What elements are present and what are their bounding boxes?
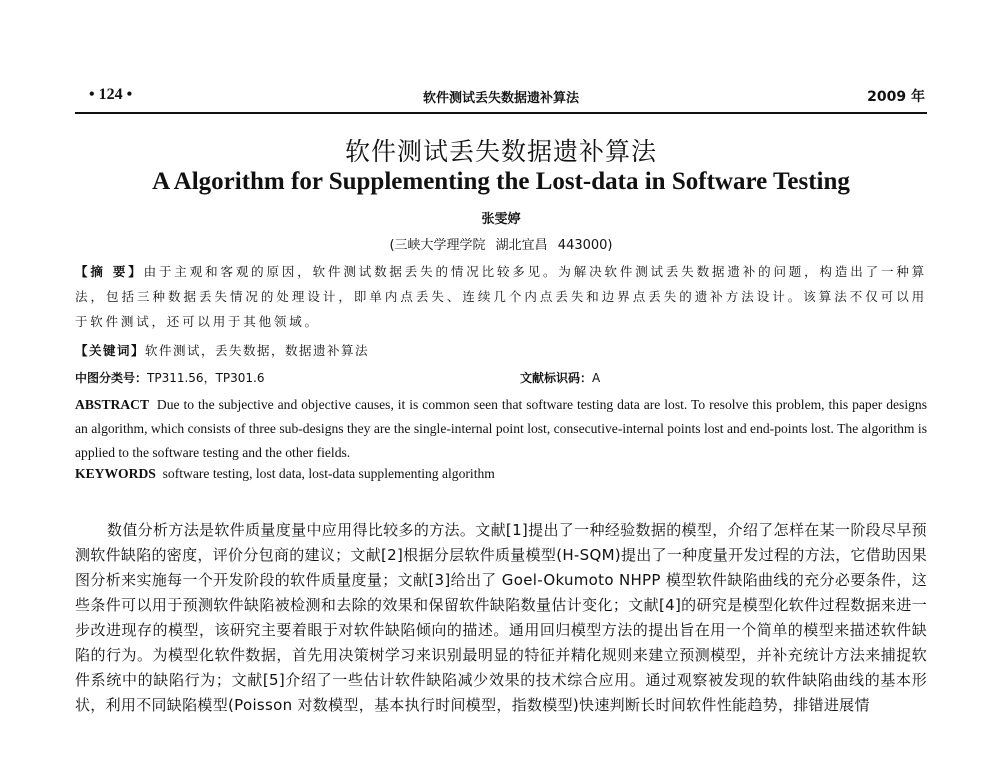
running-title: 软件测试丢失数据遗补算法 — [422, 91, 579, 106]
body-paragraph: 数值分析方法是软件质量度量中应用得比较多的方法。文献[1]提出了一种经验数据的模型，介绍了怎样在某一阶段尽早预测软件缺陷的密度，评价分包商的建议；文献[2]根据分层软件质量模型(H-SQM)提出了一种度量开发过程的方法，它借助因果图分析来实施每一个开发阶段的软件质量度量；文献[3]给出了 Goel-Okumoto NHPP 模型软件缺陷曲线的充分必要条件，这些条件可以用于预测软件缺陷被检测和去除的效果和保留软件缺陷数量估计变化；文献[4]的研究是模型化软件过程数据来进一步改进现存的模型，该研究主要着眼于对软件缺陷倾向的描述。通用回归模型方法的提出旨在用一个简单的模型来描述软件缺陷的行为。为模型化软件数据，首先用决策树学习来识别最明显的特征并精化规则来建立预测模型，并补充统计方法来捕捉软件系统中的缺陷行为；文献[5]介绍了一些估计软件缺陷减少效果的技术综合应用。通过观察被发现的软件缺陷曲线的基本形状，利用不同缺陷模型(Poisson 对数模型，基本执行时间模型，指数模型)快速判断长时间软件性能趋势，排错进展情 — [75, 521, 927, 714]
keywords-english — [75, 466, 927, 482]
classification-row — [75, 369, 927, 389]
abstract-english — [75, 393, 927, 465]
keywords-chinese-text: 软件测试，丢失数据，数据遗补算法 — [145, 343, 370, 358]
author-affiliation: (三峡大学理学院 湖北宜昌 443000) — [389, 238, 613, 253]
paper-title-english: A Algorithm for Supplementing the Lost-data in Software Testing — [152, 168, 850, 195]
abstract-chinese-label: 【摘 要】 — [75, 264, 144, 279]
document-code — [520, 369, 600, 386]
abstract-chinese-text: 由于主观和客观的原因，软件测试数据丢失的情况比较多见。为解决软件测试丢失数据遗补的问题，构造出了一种算法，包括三种数据丢失情况的处理设计，即单内点丢失、连续几个内点丢失和边界点丢失的遗补方法设计。该算法不仅可以用于软件测试，还可以用于其他领域。 — [75, 264, 927, 329]
abstract-english-label: ABSTRACT — [75, 397, 150, 412]
keywords-english-label: KEYWORDS — [75, 466, 156, 481]
clc-label: 中图分类号： — [75, 371, 148, 385]
paper-title-chinese: 软件测试丢失数据遗补算法 — [344, 137, 657, 166]
page-number: • 124 • — [89, 86, 133, 103]
clc-number — [75, 369, 265, 386]
keywords-english-text: software testing, lost data, lost-data supplementing algorithm — [162, 466, 495, 481]
clc-value: TP311.56，TP301.6 — [147, 371, 265, 385]
running-header — [75, 82, 927, 112]
doc-code-value: A — [592, 371, 601, 385]
author-name: 张雯婷 — [481, 212, 521, 227]
publication-year: 2009 年 — [867, 89, 925, 105]
abstract-chinese — [75, 259, 927, 334]
keywords-chinese — [75, 341, 927, 359]
abstract-english-text: Due to the subjective and objective causes, it is common seen that software testing data are lost. To resolve this problem, this paper designs an algorithm, which consists of three sub-designs they are the single-internal point lost, consecutive-internal points lost and end-points lost. The algorithm is applied to the software testing and the other fields. — [75, 397, 928, 460]
doc-code-label: 文献标识码： — [520, 371, 593, 385]
keywords-chinese-label: 【关键词】 — [75, 343, 146, 358]
header-divider — [75, 112, 927, 114]
